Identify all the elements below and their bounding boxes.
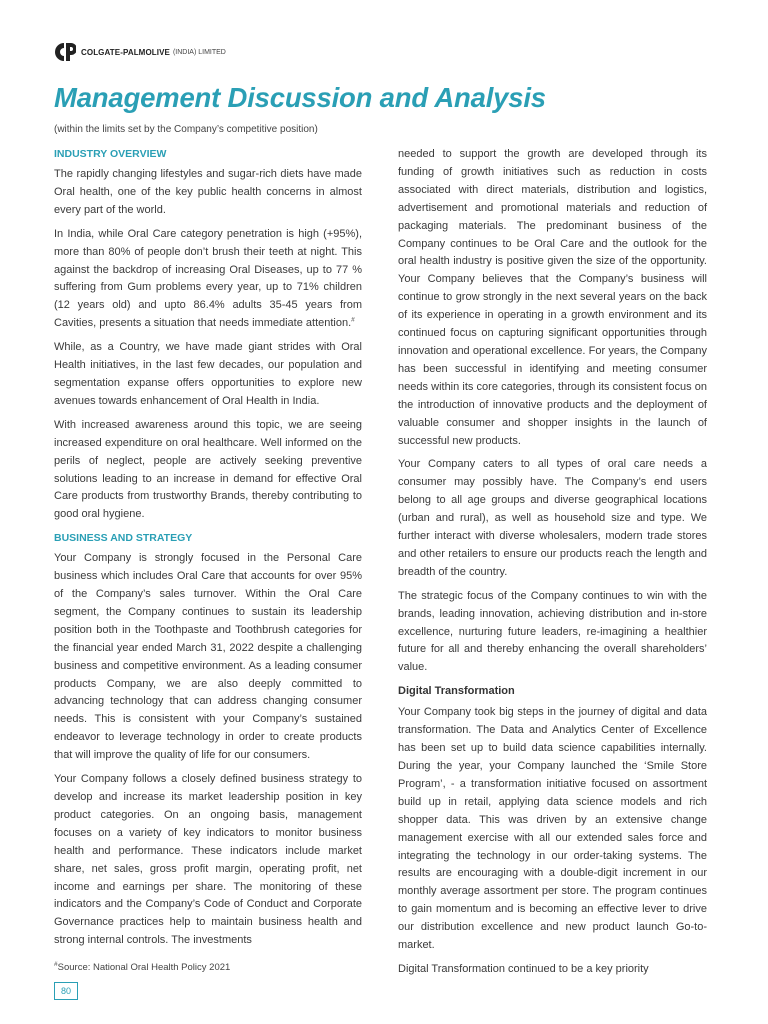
page-subtitle: (within the limits set by the Company’s competitive position) (54, 124, 318, 135)
paragraph: With increased awareness around this topic, we are seeing increased expenditure on oral healthcare. Well informed on the perils of neglect, people are actively seeking preventive solutions leading to an increase in demand for effective Oral Care products from trustworthy Brands, thereby contributing to good oral hygiene. (54, 418, 362, 521)
company-logo (54, 42, 226, 62)
footnote-marker: # (54, 960, 58, 968)
left-column (54, 146, 362, 956)
paragraph: Your Company is strongly focused in the Personal Care business which includes Oral Care that accounts for over 95% of the Company’s sales turnover. Within the Oral Care segment, the Company continues to sustain its leadership position both in the Toothpaste and Toothbrush categories for the financial year ended March 31, 2022 despite a challenging business and competitive environment. As a leading consumer products Company, we are also deeply committed to advancing technology that can address changing consumer needs. This is consistent with your Company’s sustained endeavor to leverage technology in order to create products that will improve the quality of life for our consumers. (54, 552, 362, 762)
paragraph: needed to support the growth are developed through its funding of growth initiatives such as reduction in costs associated with direct materials, distribution and logistics, advertisement and promotional materials and reduction of packaging materials. The predominant business of the Company continues to be Oral Care and the outlook for the oral health industry is positive given the size of the opportunity. Your Company believes that the Company’s business will continue to grow strongly in the next several years on the back of its experience in operating in a growth environment and its continued focus on capturing significant opportunities through innovation and operational excellence. For years, the Company has been successful in identifying and meeting consumer needs within its core categories, through its consistent focus on the introduction of innovative products and the deployment of valuable consumer and shopper insights in the launch of successful new products. (398, 148, 707, 447)
paragraph: Your Company follows a closely defined business strategy to develop and increase its market leadership position in key product categories. On an ongoing basis, management focuses on a variety of key indicators to monitor business health and performance. These indicators include market share, net sales, gross profit margin, operating profit, net income and earnings per share. The monitoring of these indicators and the Company’s Code of Conduct and Corporate Governance practices help to maintain business health and strong internal controls. The investments (54, 773, 362, 947)
paragraph: The strategic focus of the Company continues to win with the brands, leading innovation, achieving distribution and in-store excellence, nurturing future leaders, re-imagining a healthier future for all and thereby enhancing the overall shareholders’ value. (398, 589, 707, 674)
paragraph: Digital Transformation continued to be a key priority (398, 962, 649, 975)
footnote-marker: # (351, 316, 355, 324)
logo-subtext: (INDIA) LIMITED (172, 48, 226, 56)
page-number: 80 (54, 982, 78, 1000)
page-title: Management Discussion and Analysis (54, 82, 546, 113)
paragraph: In India, while Oral Care category penetration is high (+95%), more than 80% of people don’t brush their teeth at night. This against the backdrop of increasing Oral Diseases, up to 77 % suffering from Gum problems every year, up to 71% children (12 years old) and upto 86.4% adults 35-45 years from Cavities, presents a situation that needs immediate attention.# (54, 227, 362, 330)
colgate-logo-icon (54, 42, 76, 62)
paragraph: While, as a Country, we have made giant strides with Oral Health initiatives, in the last few decades, our population and segmentation expanse offers opportunities to explore new avenues towards enhancement of Oral Health in India. (54, 341, 362, 407)
subheading-digital-transformation: Digital Transformation (398, 685, 515, 698)
section-heading-industry-overview: INDUSTRY OVERVIEW (54, 148, 167, 160)
logo-text: COLGATE-PALMOLIVE (81, 47, 170, 57)
paragraph: Your Company caters to all types of oral care needs a consumer may possibly have. The Company’s end users belong to all age groups and diverse geographical locations (urban and rural), as well as household size and type. We further interact with diverse wholesalers, modern trade stores and other retailers to ensure our products reach the length and breadth of the country. (398, 458, 707, 578)
right-column (398, 146, 707, 985)
section-heading-business-strategy: BUSINESS AND STRATEGY (54, 532, 193, 545)
paragraph: Your Company took big steps in the journey of digital and data transformation. The Data and Analytics Center of Excellence has been set up to build data science capabilities internally. During the year, your Company launched the ‘Smile Store Program’, - a transformation initiative focused on assortment build up in retail, applying data science models and rich shopper data. This was driven by an extensive change management exercise with all our extended sales force and integrating the technology in our order-taking systems. The results are encouraging with a double-digit increment in our monthly average assortment per store. The program continues to gain momentum and is becoming an effective lever to drive our distribution excellence and new product launch Go-to-market. (398, 706, 707, 952)
footnote: #Source: National Oral Health Policy 2021 (54, 960, 231, 973)
paragraph: The rapidly changing lifestyles and sugar-rich diets have made Oral health, one of the key public health concerns in almost every part of the world. (54, 168, 362, 216)
